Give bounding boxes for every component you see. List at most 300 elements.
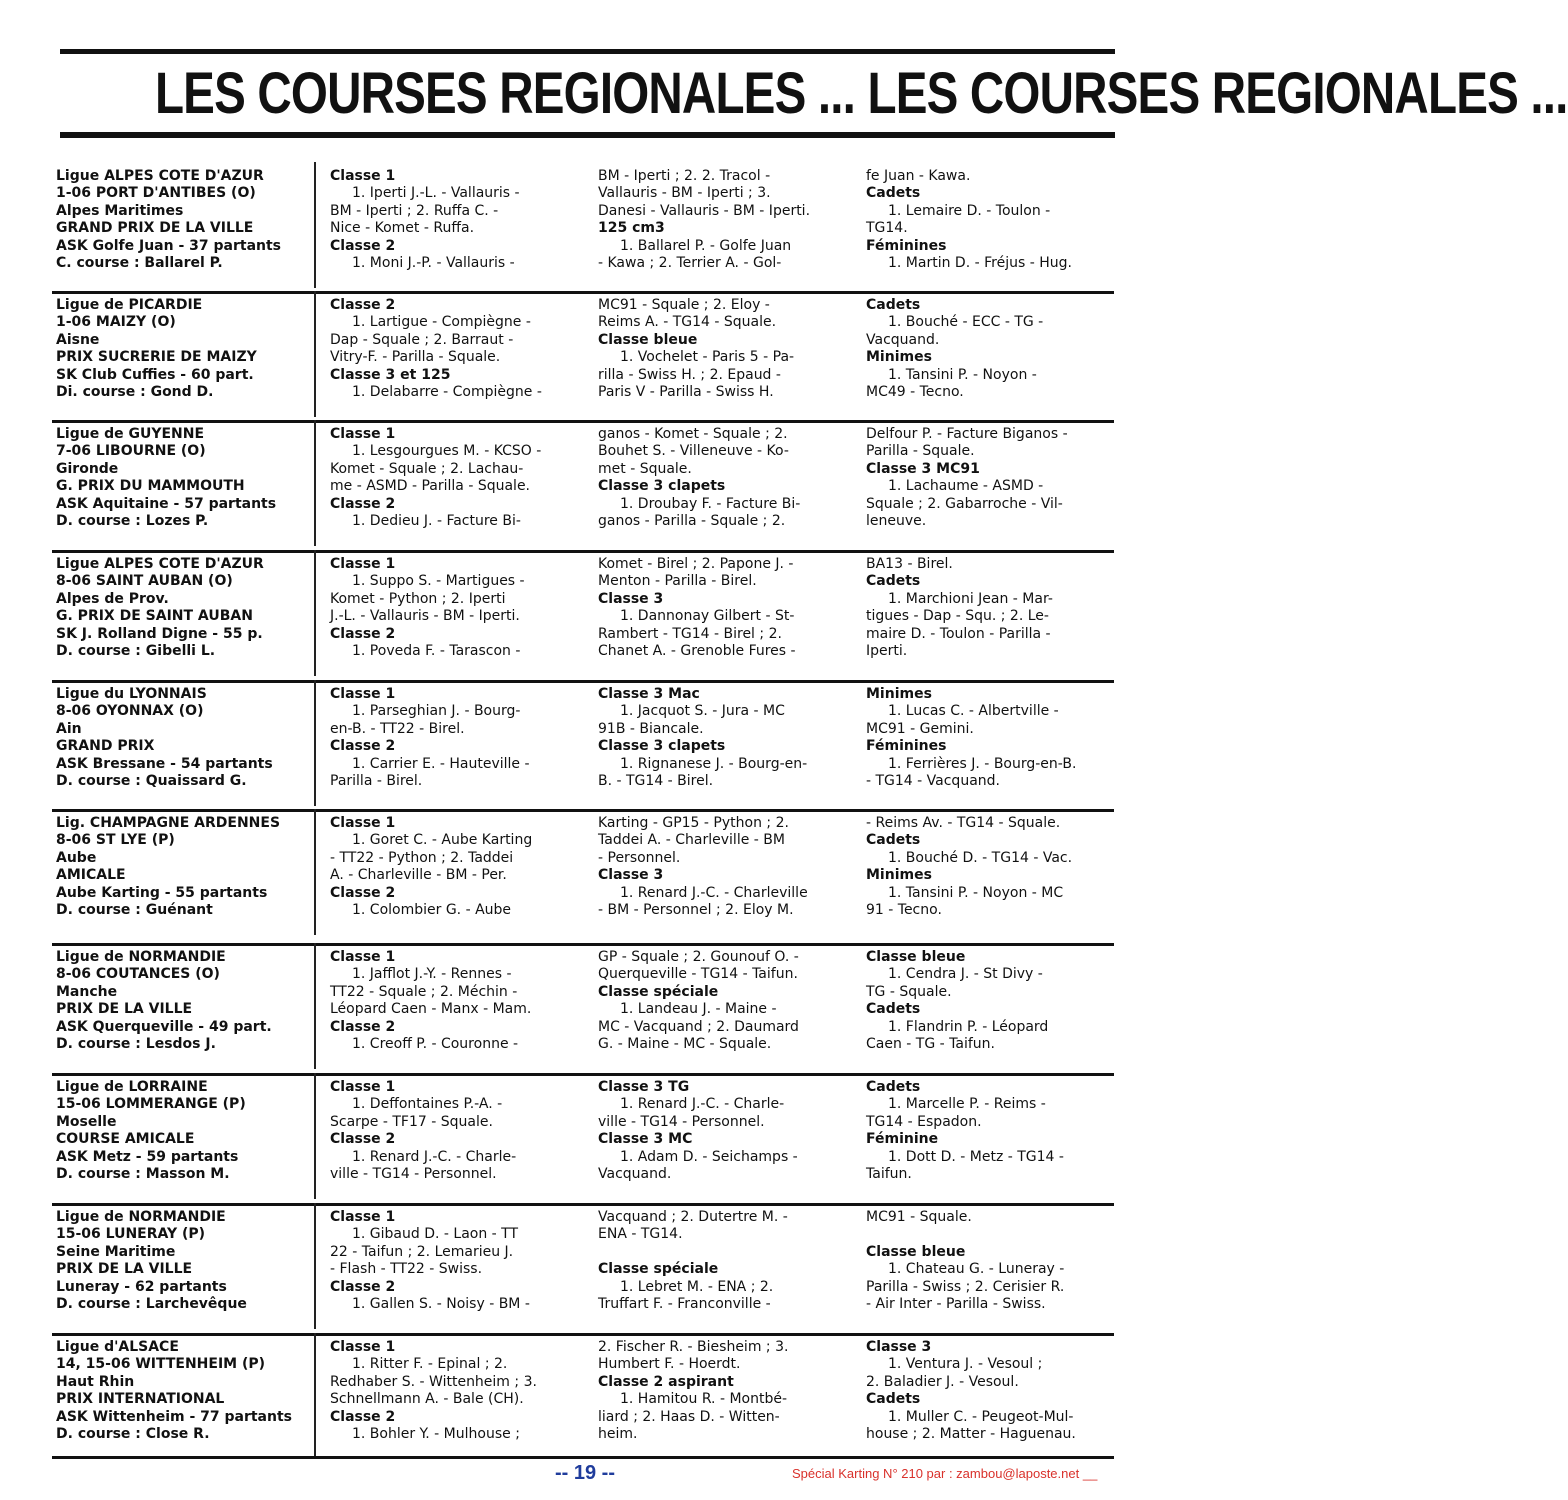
results-column (598, 556, 848, 660)
result-line: 1. Landeau J. - Maine - (620, 1001, 777, 1018)
results-column (866, 1079, 1116, 1183)
headline-rule (60, 132, 1115, 138)
result-line: 2. Fischer R. - Biesheim ; 3. (598, 1339, 789, 1355)
result-line: G. - Maine - MC - Squale. (598, 1036, 772, 1053)
result-line: 1. Martin D. - Fréjus - Hug. (888, 255, 1072, 272)
result-line: A. - Charleville - BM - Per. (330, 867, 507, 884)
race-section (52, 686, 1114, 812)
result-line: MC49 - Tecno. (866, 384, 964, 401)
race-info-line: Aube (56, 849, 97, 866)
result-line: 1. Bohler Y. - Mulhouse ; (352, 1426, 520, 1443)
race-info-line: PRIX DE LA VILLE (56, 1001, 193, 1018)
race-info-line: Alpes Maritimes (56, 202, 184, 219)
class-heading: Cadets (866, 1391, 921, 1408)
section-rule (52, 550, 1114, 553)
result-line (598, 1244, 848, 1261)
class-heading: Cadets (866, 297, 921, 313)
result-line: 1. Carrier E. - Hauteville - (352, 755, 530, 772)
result-line: 91 - Tecno. (866, 902, 942, 919)
result-line: 1. Cendra J. - St Divy - (888, 966, 1043, 983)
race-info-line: PRIX DE LA VILLE (56, 1261, 193, 1278)
class-heading: Féminine (866, 1131, 939, 1148)
result-line: 1. Ballarel P. - Golfe Juan (620, 237, 792, 254)
result-line: Vallauris - BM - Iperti ; 3. (598, 185, 771, 202)
race-info-line: Lig. CHAMPAGNE ARDENNES (56, 815, 281, 831)
column-divider (314, 680, 316, 806)
result-line: MC91 - Squale. (866, 1209, 972, 1225)
result-line: - Personnel. (598, 849, 681, 866)
race-info-line: G. PRIX DE SAINT AUBAN (56, 608, 253, 625)
race-info-line: Ligue du LYONNAIS (56, 686, 207, 702)
result-line: 1. Moni J.-P. - Vallauris - (352, 255, 515, 272)
column-divider (314, 809, 316, 935)
race-info-line: Gironde (56, 460, 119, 477)
race-info-line: ASK Bressane - 54 partants (56, 755, 273, 772)
result-line: Humbert F. - Hoerdt. (598, 1356, 741, 1373)
class-heading: Classe 2 (330, 1278, 396, 1295)
class-heading: Classe bleue (866, 1243, 966, 1260)
race-info-line: 7-06 LIBOURNE (O) (56, 443, 206, 460)
race-info-line: SK J. Rolland Digne - 55 p. (56, 625, 263, 642)
result-line: 1. Colombier G. - Aube (352, 902, 512, 919)
class-heading: Classe 3 clapets (598, 478, 726, 495)
race-info-line: GRAND PRIX DE LA VILLE (56, 220, 254, 237)
race-section (52, 168, 1114, 294)
result-line: me - ASMD - Parilla - Squale. (330, 478, 531, 495)
result-line: - TG14 - Vacquand. (866, 773, 1000, 790)
class-heading: Classe 1 (330, 949, 396, 965)
result-line: 1. Lucas C. - Albertville - (888, 703, 1059, 720)
result-line: 1. Dannonay Gilbert - St- (620, 608, 795, 625)
result-line: - BM - Personnel ; 2. Eloy M. (598, 902, 794, 919)
race-info-line: Aube Karting - 55 partants (56, 884, 268, 901)
race-info-line: D. course : Masson M. (56, 1166, 230, 1183)
result-line: heim. (598, 1426, 638, 1443)
result-line: 1. Adam D. - Seichamps - (620, 1148, 798, 1165)
results-column (598, 426, 848, 530)
class-heading: Minimes (866, 867, 932, 884)
result-line: Komet - Python ; 2. Iperti (330, 590, 506, 607)
result-line: Léopard Caen - Manx - Mam. (330, 1001, 532, 1018)
column-divider (314, 943, 316, 1069)
results-column (866, 426, 1116, 530)
result-line: Vacquand. (598, 1166, 672, 1183)
results-column (598, 949, 848, 1053)
class-heading: Classe 1 (330, 686, 396, 702)
race-info (56, 1209, 304, 1313)
class-heading: Féminines (866, 237, 947, 254)
result-line: GP - Squale ; 2. Gounouf O. - (598, 949, 799, 965)
result-line: 1. Gibaud D. - Laon - TT (352, 1226, 519, 1243)
results-column (598, 297, 848, 401)
class-heading: Classe 3 (866, 1339, 932, 1355)
result-line: en-B. - TT22 - Birel. (330, 720, 465, 737)
results-column (330, 297, 578, 401)
race-info-line: ASK Aquitaine - 57 partants (56, 495, 277, 512)
race-info (56, 949, 304, 1053)
race-info-line: 8-06 COUTANCES (O) (56, 966, 220, 983)
race-info-line: D. course : Lesdos J. (56, 1036, 216, 1053)
race-info-line: Ligue d'ALSACE (56, 1339, 179, 1355)
race-info-line: COURSE AMICALE (56, 1131, 195, 1148)
section-rule (52, 1456, 1114, 1459)
class-heading: Classe 2 (330, 884, 396, 901)
result-line: 1. Jafflot J.-Y. - Rennes - (352, 966, 512, 983)
race-info (56, 556, 304, 660)
race-info-line: Ain (56, 720, 82, 737)
class-heading: Classe 3 MC (598, 1131, 693, 1148)
result-line: 1. Bouché - ECC - TG - (888, 314, 1044, 331)
race-info-line: ASK Querqueville - 49 part. (56, 1018, 272, 1035)
race-info (56, 815, 304, 919)
result-line: Bouhet S. - Villeneuve - Ko- (598, 443, 789, 460)
result-line: Redhaber S. - Wittenheim ; 3. (330, 1373, 537, 1390)
result-line: BM - Iperti ; 2. Ruffa C. - (330, 202, 499, 219)
race-info-line: Luneray - 62 partants (56, 1278, 227, 1295)
race-info-line: Di. course : Gond D. (56, 384, 214, 401)
class-heading: Classe 1 (330, 1079, 396, 1095)
race-info-line: 8-06 ST LYE (P) (56, 832, 175, 849)
section-rule (52, 1073, 1114, 1076)
race-info-line: Ligue de GUYENNE (56, 426, 205, 442)
result-line: 1. Iperti J.-L. - Vallauris - (352, 185, 520, 202)
section-rule (52, 943, 1114, 946)
result-line: 1. Lartigue - Compiègne - (352, 314, 531, 331)
result-line: leneuve. (866, 513, 927, 530)
result-line: MC91 - Squale ; 2. Eloy - (598, 297, 770, 313)
race-info-line: Manche (56, 983, 118, 1000)
race-info (56, 426, 304, 530)
result-line: 1. Lemaire D. - Toulon - (888, 202, 1051, 219)
result-line: 1. Gallen S. - Noisy - BM - (352, 1296, 530, 1313)
section-rule (52, 680, 1114, 683)
column-divider (314, 1203, 316, 1329)
result-line: MC - Vacquand ; 2. Daumard (598, 1018, 799, 1035)
race-section (52, 556, 1114, 683)
result-line: Menton - Parilla - Birel. (598, 573, 757, 590)
result-line: 1. Vochelet - Paris 5 - Pa- (620, 349, 795, 366)
result-line: 1. Suppo S. - Martigues - (352, 573, 525, 590)
results-column (866, 1209, 1116, 1313)
race-info-line: 1-06 PORT D'ANTIBES (O) (56, 185, 256, 202)
results-column (330, 949, 578, 1053)
class-heading: Cadets (866, 573, 921, 590)
race-info-line: ASK Golfe Juan - 37 partants (56, 237, 282, 254)
result-line: Delfour P. - Facture Biganos - (866, 426, 1068, 442)
result-line: ENA - TG14. (598, 1226, 683, 1243)
race-info-line: ASK Wittenheim - 77 partants (56, 1408, 292, 1425)
results-column (330, 426, 578, 530)
result-line: Squale ; 2. Gabarroche - Vil- (866, 495, 1063, 512)
result-line: house ; 2. Matter - Haguenau. (866, 1426, 1076, 1443)
result-line: fe Juan - Kawa. (866, 168, 971, 184)
class-heading: Classe 1 (330, 556, 396, 572)
result-line: TG - Squale. (866, 983, 952, 1000)
results-column (330, 556, 578, 660)
page-headline: LES COURSES REGIONALES ... LES COURSES REGIONALES ... (154, 61, 1568, 126)
race-section (52, 1339, 1114, 1459)
race-info-line: D. course : Close R. (56, 1426, 210, 1443)
race-info-line: Ligue de NORMANDIE (56, 1209, 226, 1225)
section-rule (52, 1203, 1114, 1206)
result-line: BM - Iperti ; 2. 2. Tracol - (598, 168, 771, 184)
class-heading: Cadets (866, 1001, 921, 1018)
results-column (330, 815, 578, 919)
class-heading: Classe 1 (330, 1209, 396, 1225)
page-number: -- 19 -- (555, 1462, 615, 1484)
class-heading: Classe 3 Mac (598, 686, 700, 702)
results-column (866, 949, 1116, 1053)
class-heading: Classe 3 clapets (598, 738, 726, 755)
result-line: 1. Deffontaines P.-A. - (352, 1096, 503, 1113)
class-heading: Classe 2 (330, 495, 396, 512)
result-line: Nice - Komet - Ruffa. (330, 220, 475, 237)
column-divider (314, 1333, 316, 1459)
race-info-line: 8-06 SAINT AUBAN (O) (56, 573, 233, 590)
result-line: 1. Lesgourgues M. - KCSO - (352, 443, 542, 460)
class-heading: Classe 2 (330, 237, 396, 254)
result-line: 1. Parseghian J. - Bourg- (352, 703, 521, 720)
race-section (52, 426, 1114, 553)
section-rule (52, 809, 1114, 812)
result-line: - TT22 - Python ; 2. Taddei (330, 849, 514, 866)
results-column (866, 1339, 1116, 1443)
result-line: ville - TG14 - Personnel. (330, 1166, 497, 1183)
result-line: 1. Ventura J. - Vesoul ; (888, 1356, 1043, 1373)
result-line: Scarpe - TF17 - Squale. (330, 1113, 493, 1130)
race-info-line: AMICALE (56, 867, 126, 884)
race-section (52, 815, 1114, 946)
results-column (598, 1209, 848, 1313)
result-line: 1. Renard J.-C. - Charleville (620, 884, 808, 901)
results-column (598, 815, 848, 919)
race-info-line: Ligue de LORRAINE (56, 1079, 208, 1095)
race-info (56, 1079, 304, 1183)
result-line (866, 1226, 1116, 1243)
result-line: Taifun. (866, 1166, 912, 1183)
result-line: ganos - Komet - Squale ; 2. (598, 426, 788, 442)
column-divider (314, 1073, 316, 1199)
result-line: rilla - Swiss H. ; 2. Epaud - (598, 366, 781, 383)
result-line: 1. Ritter F. - Epinal ; 2. (352, 1356, 508, 1373)
results-column (598, 1339, 848, 1443)
result-line: 1. Tansini P. - Noyon - (888, 366, 1037, 383)
result-line: Chanet A. - Grenoble Fures - (598, 643, 796, 660)
race-info-line: Seine Maritime (56, 1243, 176, 1260)
results-column (330, 168, 578, 272)
result-line: ville - TG14 - Personnel. (598, 1113, 765, 1130)
result-line: 1. Delabarre - Compiègne - (352, 384, 542, 401)
result-line: 1. Jacquot S. - Jura - MC (620, 703, 785, 720)
result-line: Parilla - Swiss ; 2. Cerisier R. (866, 1278, 1065, 1295)
footer-credit: Spécial Karting N° 210 par : zambou@laposte.net __ (792, 1466, 1098, 1481)
race-info-line: Ligue de PICARDIE (56, 297, 203, 313)
race-info-line: D. course : Larchevêque (56, 1296, 247, 1313)
results-column (598, 1079, 848, 1183)
race-info-line: G. PRIX DU MAMMOUTH (56, 478, 245, 495)
result-line: 1. Dott D. - Metz - TG14 - (888, 1148, 1064, 1165)
column-divider (314, 162, 316, 288)
race-info-line: PRIX SUCRERIE DE MAIZY (56, 349, 257, 366)
section-rule (52, 420, 1114, 423)
race-info-line: Ligue de NORMANDIE (56, 949, 226, 965)
result-line: Parilla - Birel. (330, 773, 423, 790)
result-line: Komet - Birel ; 2. Papone J. - (598, 556, 794, 572)
class-heading: Minimes (866, 349, 932, 366)
result-line: 1. Tansini P. - Noyon - MC (888, 884, 1064, 901)
result-line: 1. Hamitou R. - Montbé- (620, 1391, 788, 1408)
result-line: 91B - Biancale. (598, 720, 704, 737)
result-line: 1. Marchioni Jean - Mar- (888, 590, 1053, 607)
race-section (52, 949, 1114, 1076)
race-info-line: PRIX INTERNATIONAL (56, 1391, 225, 1408)
class-heading: Classe spéciale (598, 1261, 719, 1278)
result-line: 1. Muller C. - Peugeot-Mul- (888, 1408, 1074, 1425)
race-info-line: D. course : Quaissard G. (56, 773, 247, 790)
class-heading: Classe bleue (866, 949, 966, 965)
race-info-line: D. course : Gibelli L. (56, 643, 216, 660)
results-column (866, 556, 1116, 660)
race-info-line: SK Club Cuffies - 60 part. (56, 366, 254, 383)
column-divider (314, 420, 316, 546)
section-rule (52, 1333, 1114, 1336)
result-line: Iperti. (866, 643, 908, 660)
race-info-line: C. course : Ballarel P. (56, 255, 223, 272)
result-line: - Kawa ; 2. Terrier A. - Gol- (598, 255, 782, 272)
result-line: Vitry-F. - Parilla - Squale. (330, 349, 501, 366)
class-heading: Classe 2 (330, 738, 396, 755)
class-heading: Classe 3 (598, 590, 664, 607)
result-line: 1. Creoff P. - Couronne - (352, 1036, 519, 1053)
result-line: 1. Dedieu J. - Facture Bi- (352, 513, 521, 530)
result-line: J.-L. - Vallauris - BM - Iperti. (330, 608, 520, 625)
class-heading: Classe 2 (330, 297, 396, 313)
race-info (56, 1339, 304, 1443)
race-info-line: GRAND PRIX (56, 738, 155, 755)
result-line: Komet - Squale ; 2. Lachau- (330, 460, 524, 477)
result-line: 2. Baladier J. - Vesoul. (866, 1373, 1019, 1390)
race-info-line: D. course : Lozes P. (56, 513, 209, 530)
result-line: Karting - GP15 - Python ; 2. (598, 815, 789, 831)
result-line: MC91 - Gemini. (866, 720, 974, 737)
race-info-line: Ligue ALPES COTE D'AZUR (56, 168, 264, 184)
result-line: TT22 - Squale ; 2. Méchin - (330, 983, 518, 1000)
result-line: TG14 - Espadon. (866, 1113, 982, 1130)
results-column (866, 815, 1116, 919)
result-line: 1. Flandrin P. - Léopard (888, 1018, 1049, 1035)
result-line: 1. Ferrières J. - Bourg-en-B. (888, 755, 1077, 772)
result-line: Dap - Squale ; 2. Barraut - (330, 331, 514, 348)
race-section (52, 1209, 1114, 1336)
class-heading: Classe bleue (598, 331, 698, 348)
results-column (330, 686, 578, 790)
result-line: Schnellmann A. - Bale (CH). (330, 1391, 524, 1408)
race-section (52, 297, 1114, 423)
result-line: met - Squale. (598, 460, 692, 477)
race-info (56, 297, 304, 401)
race-info-line: Aisne (56, 331, 100, 348)
results-column (598, 686, 848, 790)
class-heading: Classe 2 (330, 1408, 396, 1425)
race-info-line: Ligue ALPES COTE D'AZUR (56, 556, 264, 572)
class-heading: Classe 3 (598, 867, 664, 884)
result-line: 1. Droubay F. - Facture Bi- (620, 495, 801, 512)
race-section (52, 1079, 1114, 1206)
race-info (56, 168, 304, 272)
race-info-line: 15-06 LOMMERANGE (P) (56, 1096, 246, 1113)
class-heading: Classe 1 (330, 815, 396, 831)
race-info (56, 686, 304, 790)
column-divider (314, 291, 316, 417)
class-heading: Classe 3 TG (598, 1079, 690, 1095)
result-line: 1. Chateau G. - Luneray - (888, 1261, 1065, 1278)
result-line: Querqueville - TG14 - Taifun. (598, 966, 798, 983)
race-info-line: Alpes de Prov. (56, 590, 169, 607)
race-info-line: 1-06 MAIZY (O) (56, 314, 176, 331)
result-line: 1. Marcelle P. - Reims - (888, 1096, 1046, 1113)
race-info-line: 14, 15-06 WITTENHEIM (P) (56, 1356, 266, 1373)
results-column (330, 1079, 578, 1183)
result-line: Parilla - Squale. (866, 443, 975, 460)
result-line: 1. Renard J.-C. - Charle- (620, 1096, 785, 1113)
race-info-line: Moselle (56, 1113, 117, 1130)
result-line: - Air Inter - Parilla - Swiss. (866, 1296, 1046, 1313)
results-column (866, 686, 1116, 790)
race-info-line: D. course : Guénant (56, 902, 213, 919)
result-line: tigues - Dap - Squ. ; 2. Le- (866, 608, 1049, 625)
class-heading: Classe 1 (330, 168, 396, 184)
result-line: BA13 - Birel. (866, 556, 953, 572)
class-heading: Classe 3 et 125 (330, 366, 451, 383)
result-line: B. - TG14 - Birel. (598, 773, 714, 790)
class-heading: Classe 2 aspirant (598, 1373, 734, 1390)
result-line: 1. Rignanese J. - Bourg-en- (620, 755, 808, 772)
race-info-line: Haut Rhin (56, 1373, 135, 1390)
result-line: Caen - TG - Taifun. (866, 1036, 995, 1053)
class-heading: Cadets (866, 832, 921, 849)
result-line: Rambert - TG14 - Birel ; 2. (598, 625, 782, 642)
result-line: liard ; 2. Haas D. - Witten- (598, 1408, 780, 1425)
result-line: 1. Lachaume - ASMD - (888, 478, 1044, 495)
result-line: maire D. - Toulon - Parilla - (866, 625, 1051, 642)
result-line: Paris V - Parilla - Swiss H. (598, 384, 774, 401)
result-line: 1. Renard J.-C. - Charle- (352, 1148, 517, 1165)
class-heading: Classe 2 (330, 1018, 396, 1035)
class-heading: Classe 2 (330, 625, 396, 642)
class-heading: Classe 3 MC91 (866, 460, 980, 477)
class-heading: Minimes (866, 686, 932, 702)
race-info-line: ASK Metz - 59 partants (56, 1148, 239, 1165)
class-heading: 125 cm3 (598, 220, 665, 237)
result-line: 1. Poveda F. - Tarascon - (352, 643, 521, 660)
results-column (866, 168, 1116, 272)
result-line: Vacquand ; 2. Dutertre M. - (598, 1209, 788, 1225)
results-column (598, 168, 848, 272)
class-heading: Classe 1 (330, 426, 396, 442)
result-line: Vacquand. (866, 331, 940, 348)
column-divider (314, 550, 316, 676)
class-heading: Classe 2 (330, 1131, 396, 1148)
result-line: TG14. (866, 220, 908, 237)
result-line: - Flash - TT22 - Swiss. (330, 1261, 483, 1278)
result-line: Truffart F. - Franconville - (598, 1296, 771, 1313)
race-info-line: 15-06 LUNERAY (P) (56, 1226, 206, 1243)
result-line: Reims A. - TG14 - Squale. (598, 314, 777, 331)
class-heading: Féminines (866, 738, 947, 755)
result-line: - Reims Av. - TG14 - Squale. (866, 815, 1061, 831)
class-heading: Cadets (866, 1079, 921, 1095)
class-heading: Classe spéciale (598, 983, 719, 1000)
